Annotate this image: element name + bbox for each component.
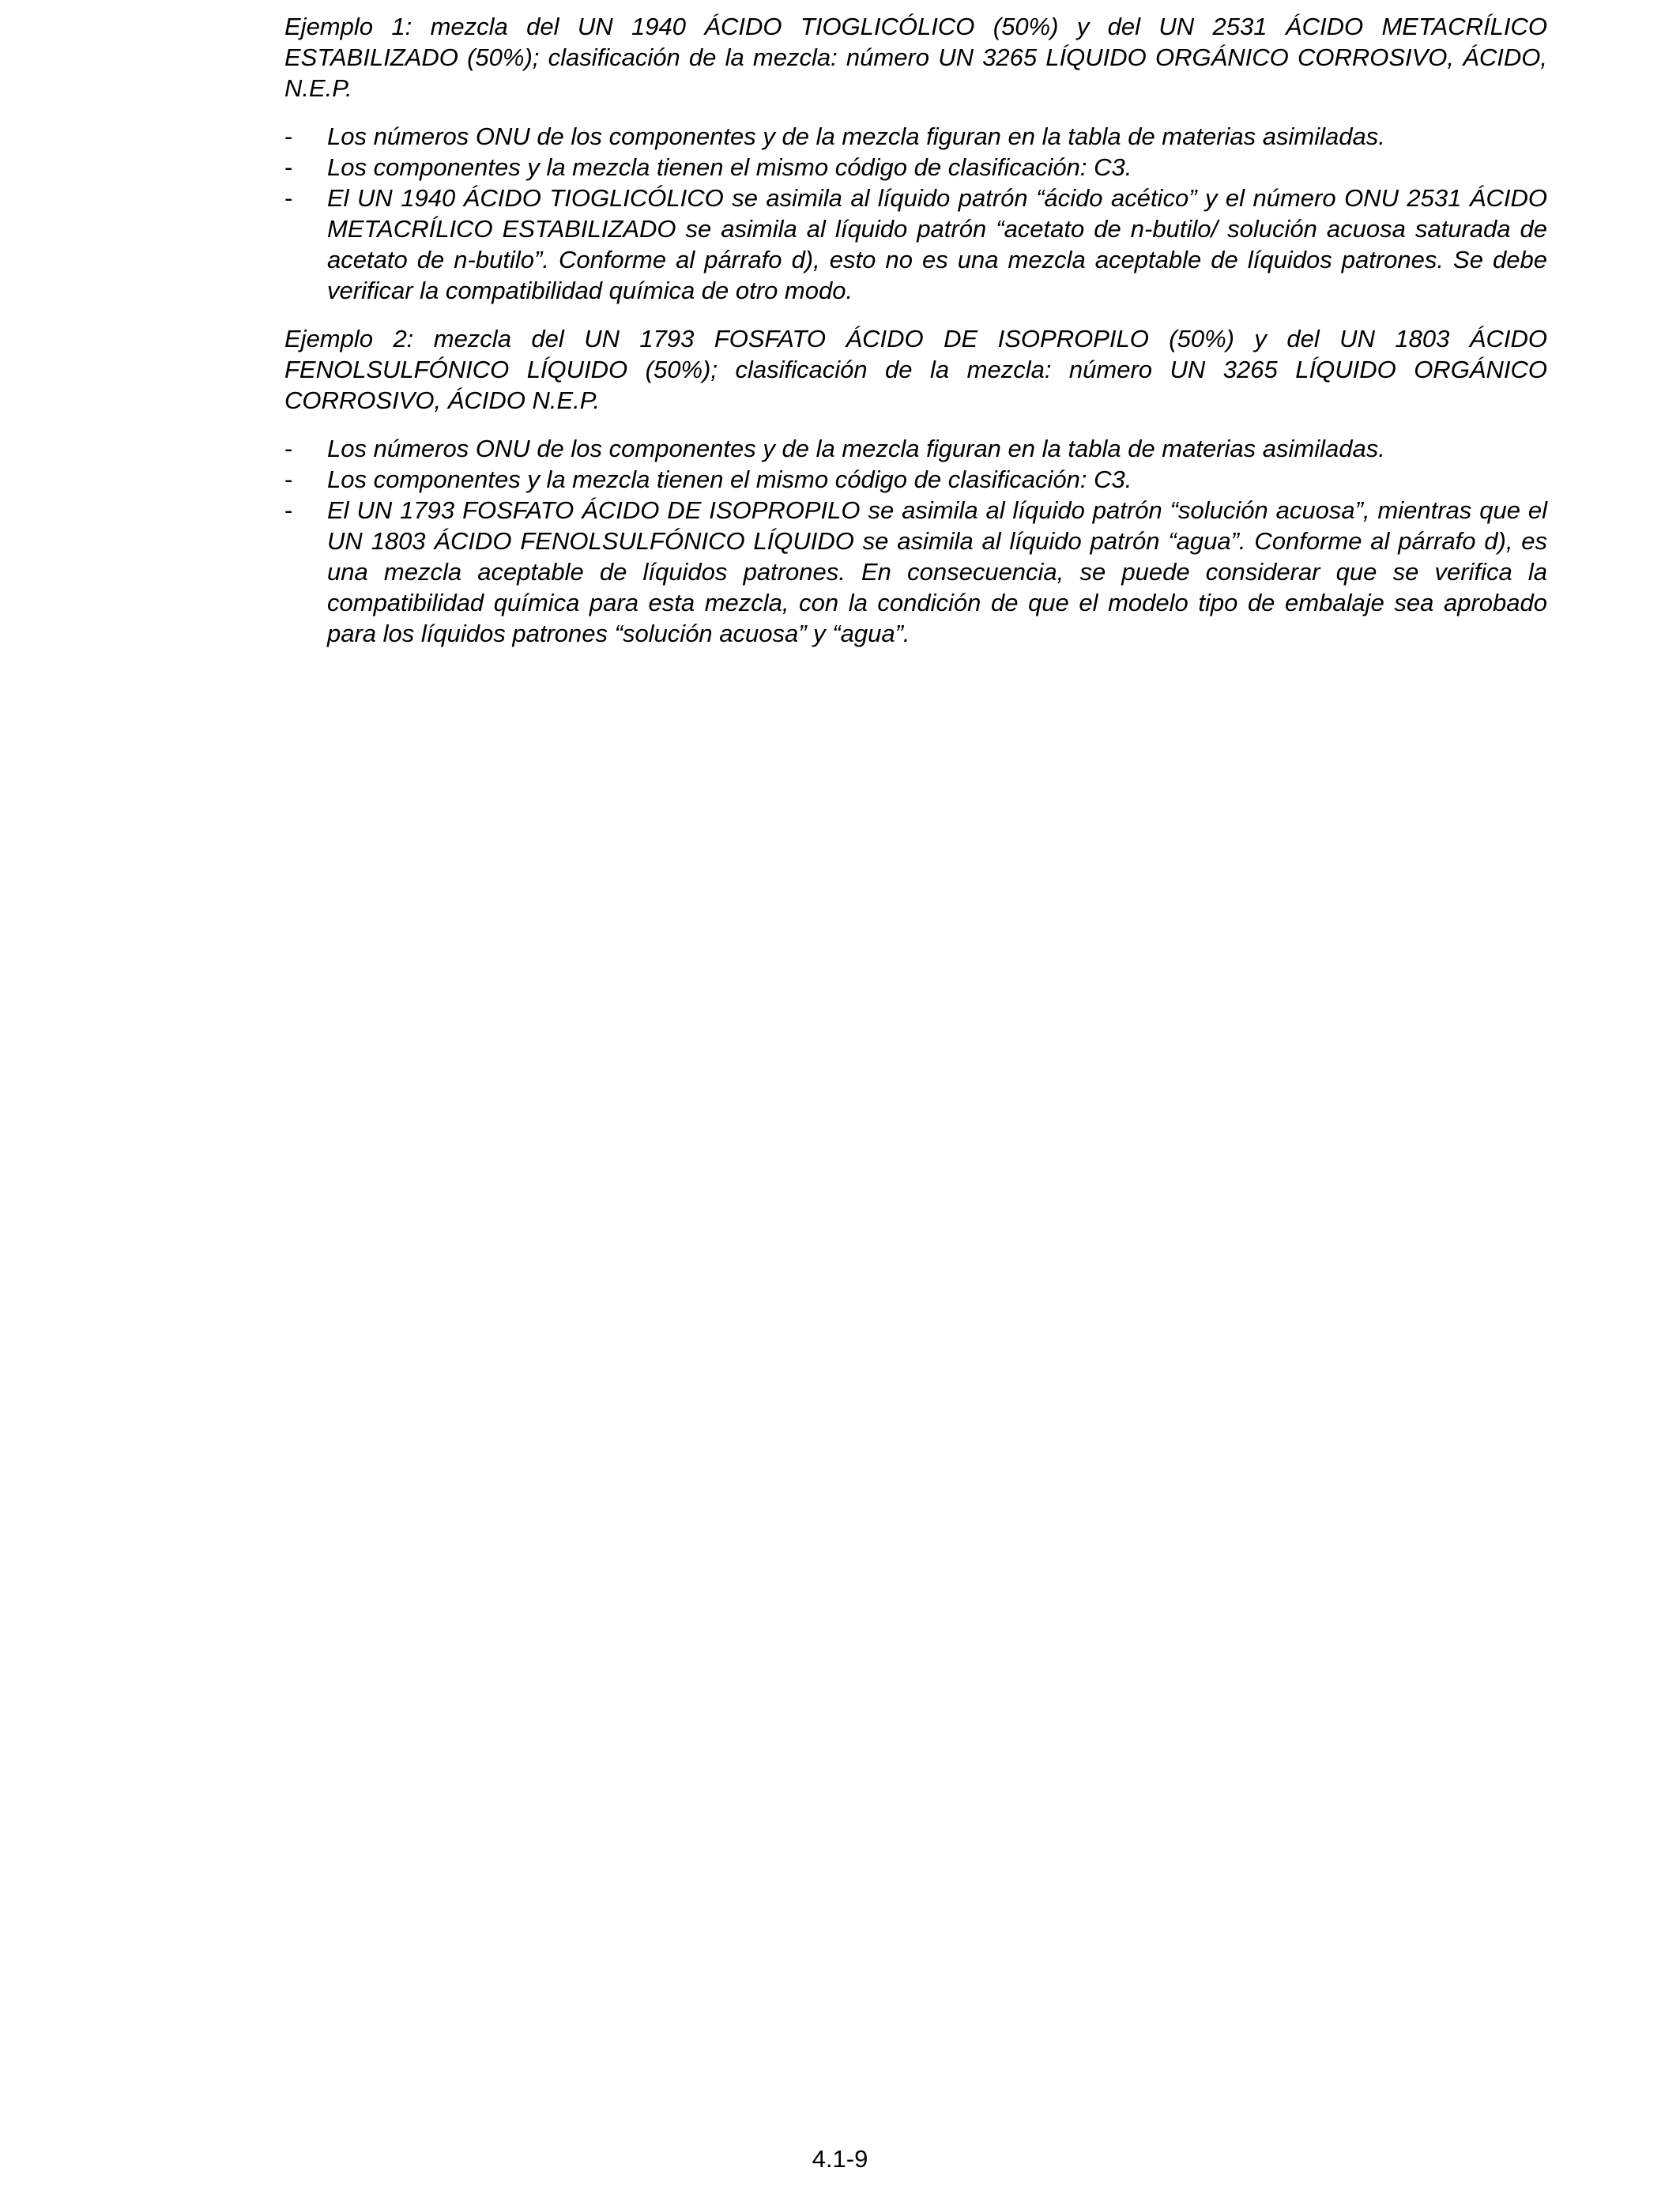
- bullet-dash: -: [284, 153, 293, 181]
- list-item: [284, 121, 1547, 152]
- example-2-paragraph: Ejemplo 2: mezcla del UN 1793 FOSFATO ÁCIDO DE ISOPROPILO (50%) y del UN 1803 ÁCIDO FENOLSULFÓNICO LÍQUIDO (50%); clasificación de la mezcla: número UN 3265 LÍQUIDO ORGÁNICO CORROSIVO, ÁCIDO N.E.P.: [284, 325, 1547, 414]
- bullet-text: Los componentes y la mezcla tienen el mismo código de clasificación: C3.: [327, 153, 1132, 181]
- bullet-dash: -: [284, 184, 293, 212]
- bullet-text: Los números ONU de los componentes y de la mezcla figuran en la tabla de materias asimiladas.: [327, 123, 1385, 150]
- list-item: [284, 183, 1547, 306]
- page-content: [284, 11, 1547, 649]
- bullet-dash: -: [284, 496, 293, 524]
- list-item: [284, 433, 1547, 464]
- bullet-text: Los componentes y la mezcla tienen el mismo código de clasificación: C3.: [327, 466, 1132, 493]
- list-item: [284, 152, 1547, 183]
- example-1-paragraph: Ejemplo 1: mezcla del UN 1940 ÁCIDO TIOGLICÓLICO (50%) y del UN 2531 ÁCIDO METACRÍLICO ESTABILIZADO (50%); clasificación de la mezcla: número UN 3265 LÍQUIDO ORGÁNICO CORROSIVO, ÁCIDO, N.E.P.: [284, 13, 1547, 102]
- bullet-text: Los números ONU de los componentes y de la mezcla figuran en la tabla de materias asimiladas.: [327, 435, 1385, 462]
- example-1: [284, 11, 1547, 306]
- bullet-text: El UN 1793 FOSFATO ÁCIDO DE ISOPROPILO se asimila al líquido patrón “solución acuosa”, mientras que el UN 1803 ÁCIDO FENOLSULFÓNICO LÍQUIDO se asimila al líquido patrón “agua”. Conforme al párrafo d), es una mezcla aceptable de líquidos patrones. En consecuencia, se puede considerar que se verifica la compatibilidad química para esta mezcla, con la condición de que el modelo tipo de embalaje sea aprobado para los líquidos patrones “solución acuosa” y “agua”.: [327, 496, 1547, 647]
- bullet-text: El UN 1940 ÁCIDO TIOGLICÓLICO se asimila al líquido patrón “ácido acético” y el número ONU 2531 ÁCIDO METACRÍLICO ESTABILIZADO se asimila al líquido patrón “acetato de n-butilo/ solución acuosa saturada de acetato de n-butilo”. Conforme al párrafo d), esto no es una mezcla aceptable de líquidos patrones. Se debe verificar la compatibilidad química de otro modo.: [327, 184, 1547, 304]
- bullet-dash: -: [284, 435, 293, 462]
- bullet-dash: -: [284, 466, 293, 493]
- list-item: [284, 464, 1547, 495]
- bullet-dash: -: [284, 123, 293, 150]
- example-1-bullet-list: [284, 121, 1547, 306]
- example-2-bullet-list: [284, 433, 1547, 649]
- example-2: [284, 323, 1547, 649]
- list-item: [284, 495, 1547, 649]
- page-number: 4.1-9: [812, 2145, 868, 2173]
